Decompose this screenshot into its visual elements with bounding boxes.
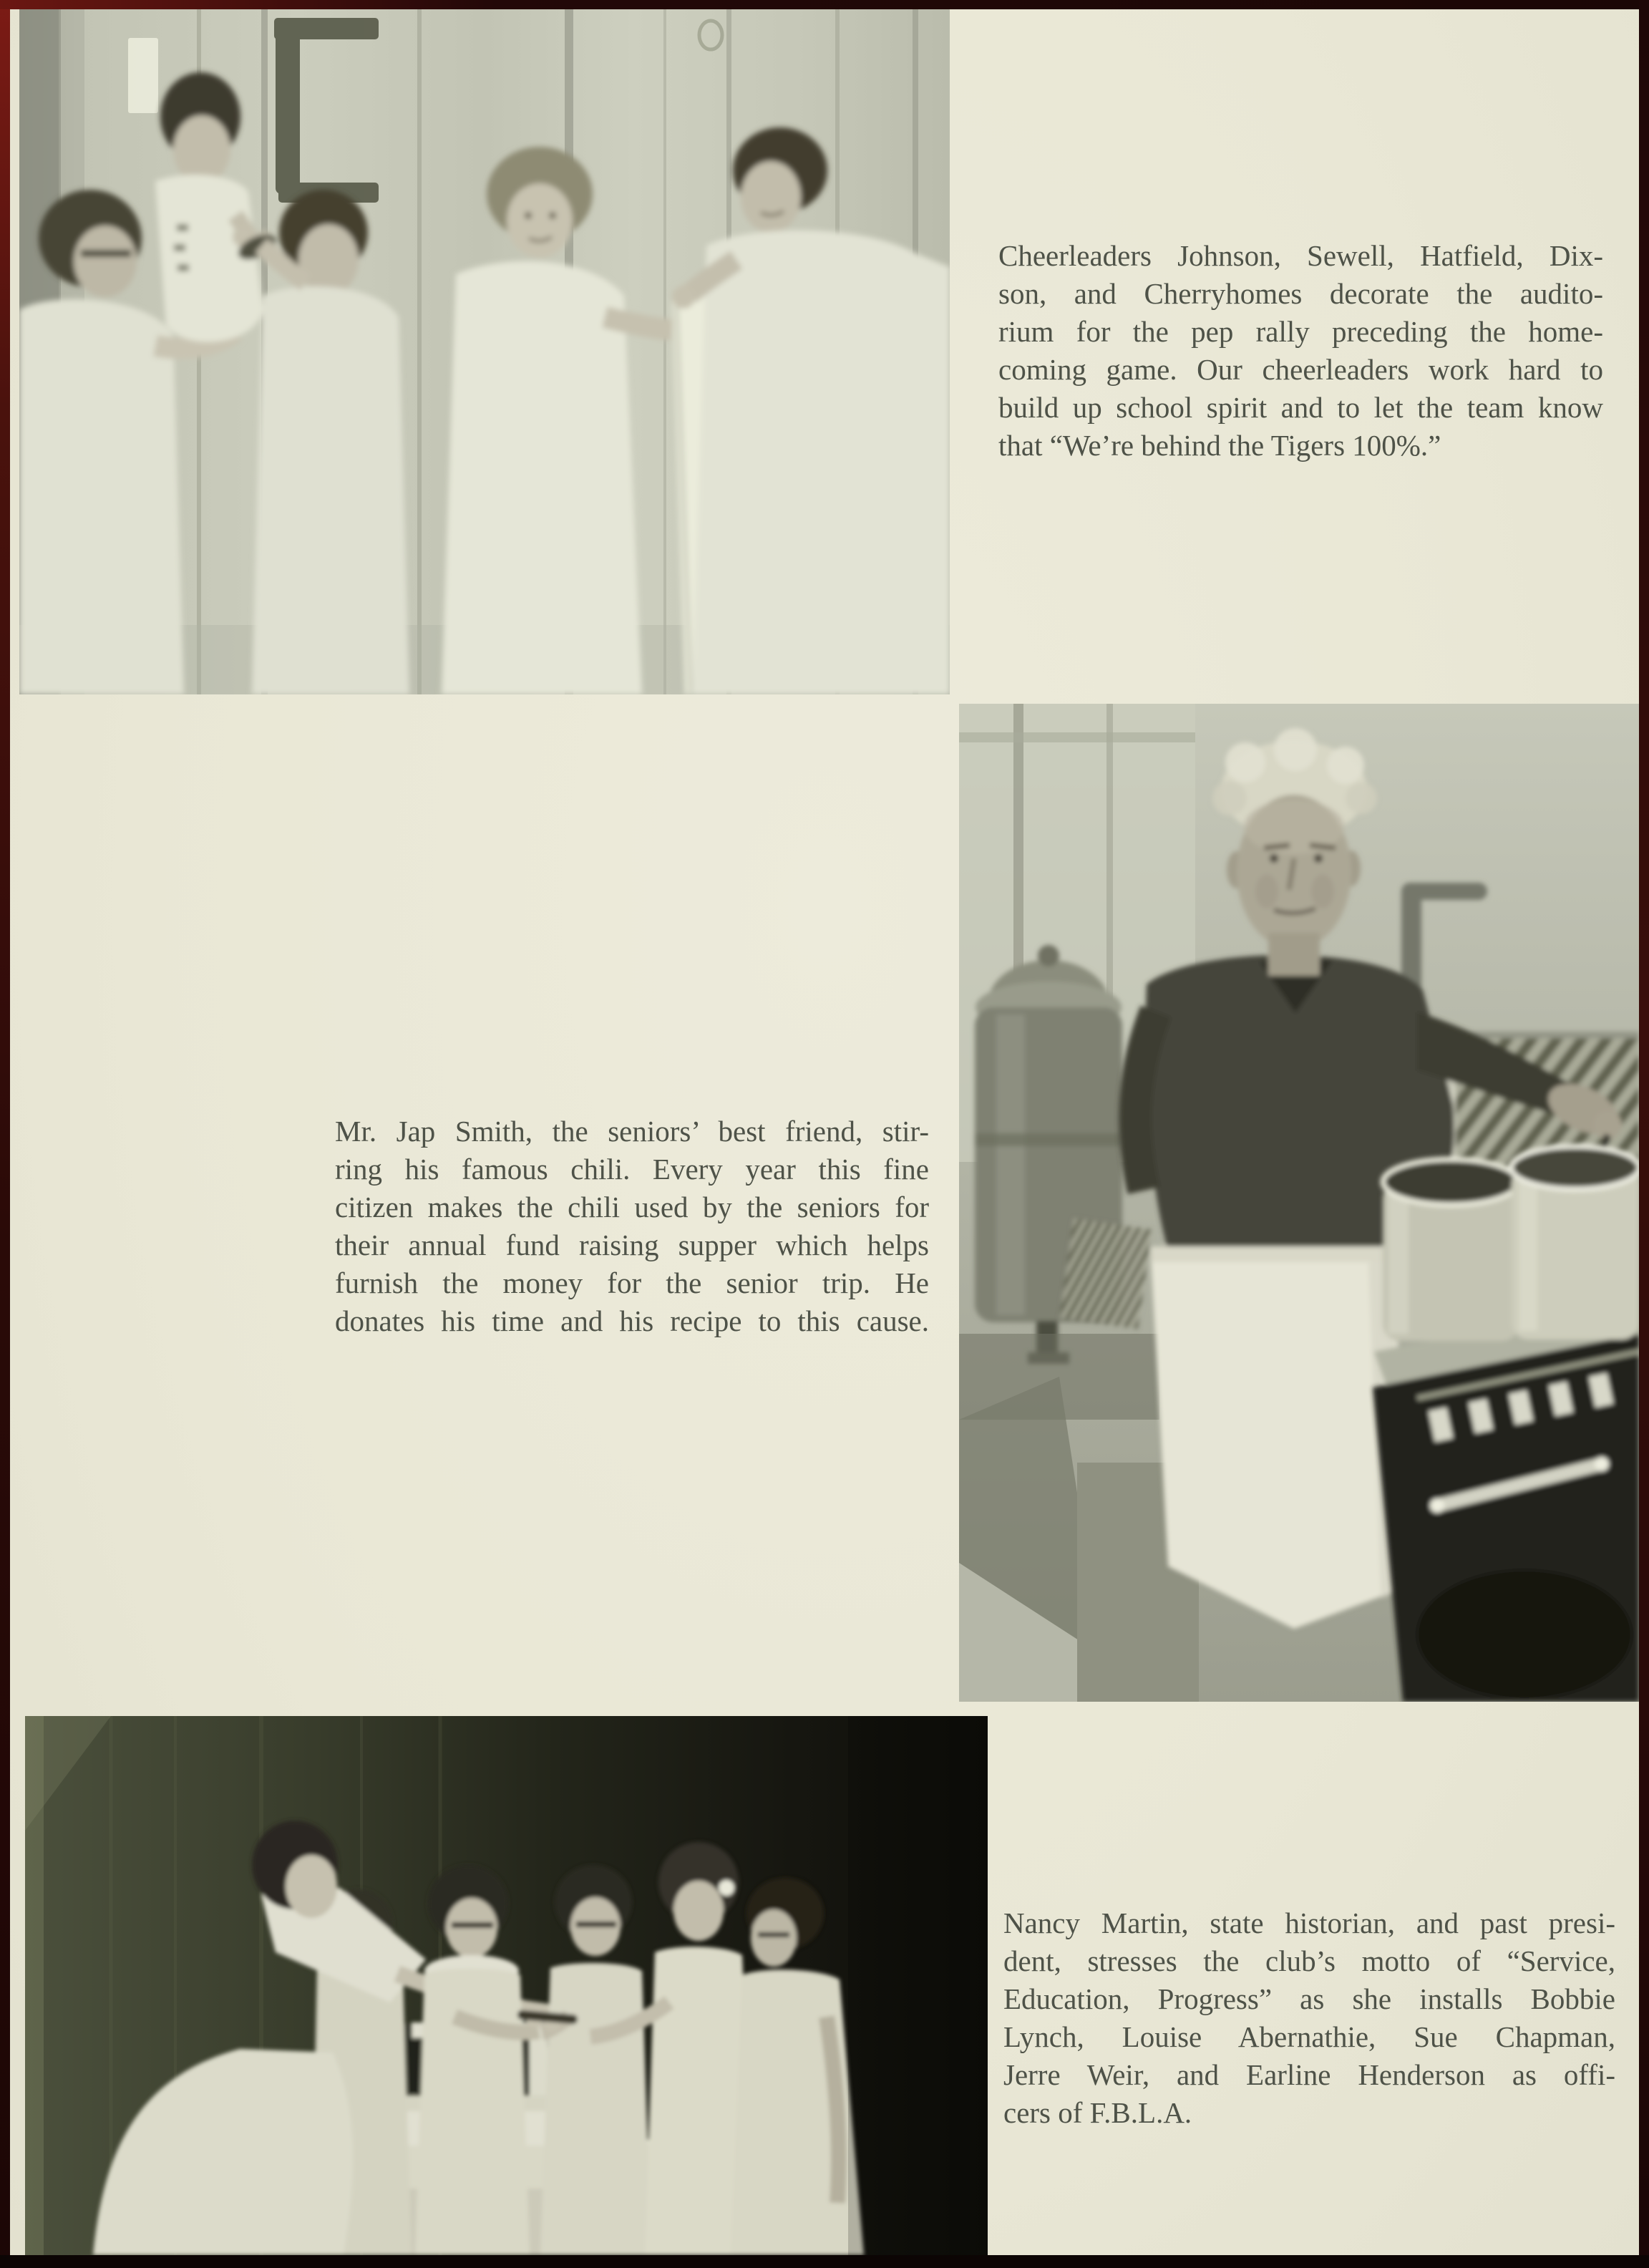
photo-cheerleaders-image	[19, 9, 950, 694]
photo-jap-smith	[959, 704, 1639, 1702]
stove-and-pots	[1373, 1146, 1639, 1702]
caption-line: son, and Cherryhomes decorate the audito-	[998, 277, 1603, 310]
caption-line: dent, stresses the club’s motto of “Service,	[1003, 1944, 1615, 1977]
caption-line: build up school spirit and to let the team know	[998, 391, 1603, 424]
caption-jap-smith	[335, 1113, 929, 1340]
caption-line: furnish the money for the senior trip. He	[335, 1266, 929, 1299]
caption-line: cers of F.B.L.A.	[1003, 2096, 1192, 2129]
photo-jap-smith-image	[959, 704, 1639, 1702]
white-tape-strip	[128, 38, 158, 113]
caption-line: their annual fund raising supper which helps	[335, 1228, 929, 1261]
caption-fbla	[1003, 1904, 1615, 2132]
caption-line: ring his famous chili. Every year this fine	[335, 1153, 929, 1186]
caption-line: citizen makes the chili used by the seniors for	[335, 1191, 929, 1223]
caption-line: Education, Progress” as she installs Bobbie	[1003, 1982, 1615, 2015]
photo-cheerleaders	[19, 9, 950, 694]
caption-line: that “We’re behind the Tigers 100%.”	[998, 429, 1441, 462]
page-border-right	[1639, 0, 1649, 2268]
page-border-left	[0, 0, 10, 2268]
caption-line: rium for the pep rally preceding the home-	[998, 315, 1603, 348]
page-border-top	[0, 0, 1649, 9]
photo-fbla	[25, 1716, 988, 2255]
caption-line: Mr. Jap Smith, the seniors’ best friend, stir-	[335, 1115, 929, 1148]
caption-line: Jerre Weir, and Earline Henderson as offi-	[1003, 2058, 1615, 2091]
caption-line: coming game. Our cheerleaders work hard to	[998, 353, 1603, 386]
apron-ties	[1060, 1218, 1152, 1329]
photo-fbla-image	[25, 1716, 988, 2255]
caption-line: donates his time and his recipe to this cause.	[335, 1304, 929, 1337]
caption-line: Cheerleaders Johnson, Sewell, Hatfield, Dix-	[998, 239, 1603, 272]
caption-line: Lynch, Louise Abernathie, Sue Chapman,	[1003, 2020, 1615, 2053]
caption-line: Nancy Martin, state historian, and past presi-	[1003, 1906, 1615, 1939]
caption-cheerleaders	[998, 237, 1603, 465]
page-border-bottom	[0, 2255, 1649, 2268]
